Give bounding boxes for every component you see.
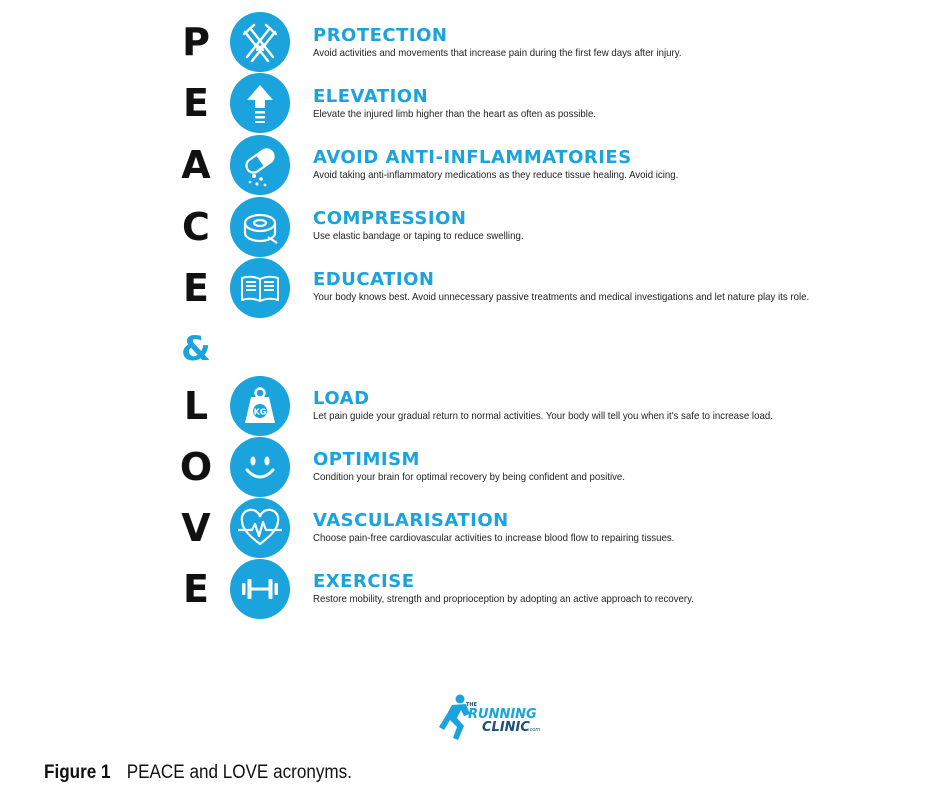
letter-e: E: [183, 266, 209, 310]
item-title: PROTECTION: [313, 25, 448, 46]
item-title: OPTIMISM: [313, 449, 420, 470]
item-title: AVOID ANTI-INFLAMMATORIES: [313, 147, 632, 168]
figure-caption: [44, 762, 352, 784]
item-description: Let pain guide your gradual return to normal activities. Your body will tell you when it's safe to increase load.: [313, 410, 773, 422]
letter-a: A: [181, 143, 211, 187]
letter-c: C: [182, 205, 210, 249]
letter-o: O: [179, 445, 213, 489]
letter-e: E: [183, 567, 209, 611]
item-title: LOAD: [313, 388, 370, 409]
item-description: Elevate the injured limb higher than the heart as often as possible.: [313, 108, 597, 120]
weight-icon: [230, 376, 290, 436]
letter-e: E: [183, 81, 209, 125]
dumbbell-icon: [230, 559, 290, 619]
logo-text: THE: [466, 702, 478, 708]
letter-l: L: [183, 384, 209, 428]
smiley-icon: [230, 437, 290, 497]
item-description: Your body knows best. Avoid unnecessary passive treatments and medical investigations and let nature play its role.: [313, 291, 810, 303]
item-description: Use elastic bandage or taping to reduce swelling.: [313, 230, 524, 242]
book-icon: [230, 258, 290, 318]
item-description: Choose pain-free cardiovascular activities to increase blood flow to repairing tissues.: [313, 532, 675, 544]
figure-caption-text: PEACE and LOVE acronyms.: [126, 762, 352, 783]
item-title: VASCULARISATION: [313, 510, 509, 531]
item-description: Avoid taking anti-inflammatory medications as they reduce tissue healing. Avoid icing.: [313, 169, 679, 181]
tape-roll-icon: [230, 197, 290, 257]
letter-p: P: [182, 20, 210, 64]
item-title: EXERCISE: [313, 571, 415, 592]
item-title: EDUCATION: [313, 269, 435, 290]
logo-text: RUNNING: [468, 707, 537, 722]
weight-icon-label: KG: [253, 407, 267, 417]
up-arrow-icon: [230, 73, 290, 133]
ampersand: &: [181, 329, 211, 369]
item-description: Avoid activities and movements that increase pain during the first few days after injury.: [313, 47, 682, 59]
letter-v: V: [181, 506, 211, 550]
crutches-icon: [230, 12, 290, 72]
figure-label: Figure 1: [44, 762, 111, 783]
item-description: Restore mobility, strength and proprioception by adopting an active approach to recovery.: [313, 593, 694, 605]
logo-text: CLINIC: [482, 720, 530, 735]
item-title: COMPRESSION: [313, 208, 467, 229]
item-title: ELEVATION: [313, 86, 429, 107]
logo-text: .com: [528, 727, 541, 733]
running-clinic-logo: [438, 692, 546, 746]
heart-pulse-icon: [230, 498, 290, 558]
pill-icon: [230, 135, 290, 195]
item-description: Condition your brain for optimal recovery by being confident and positive.: [313, 471, 625, 483]
